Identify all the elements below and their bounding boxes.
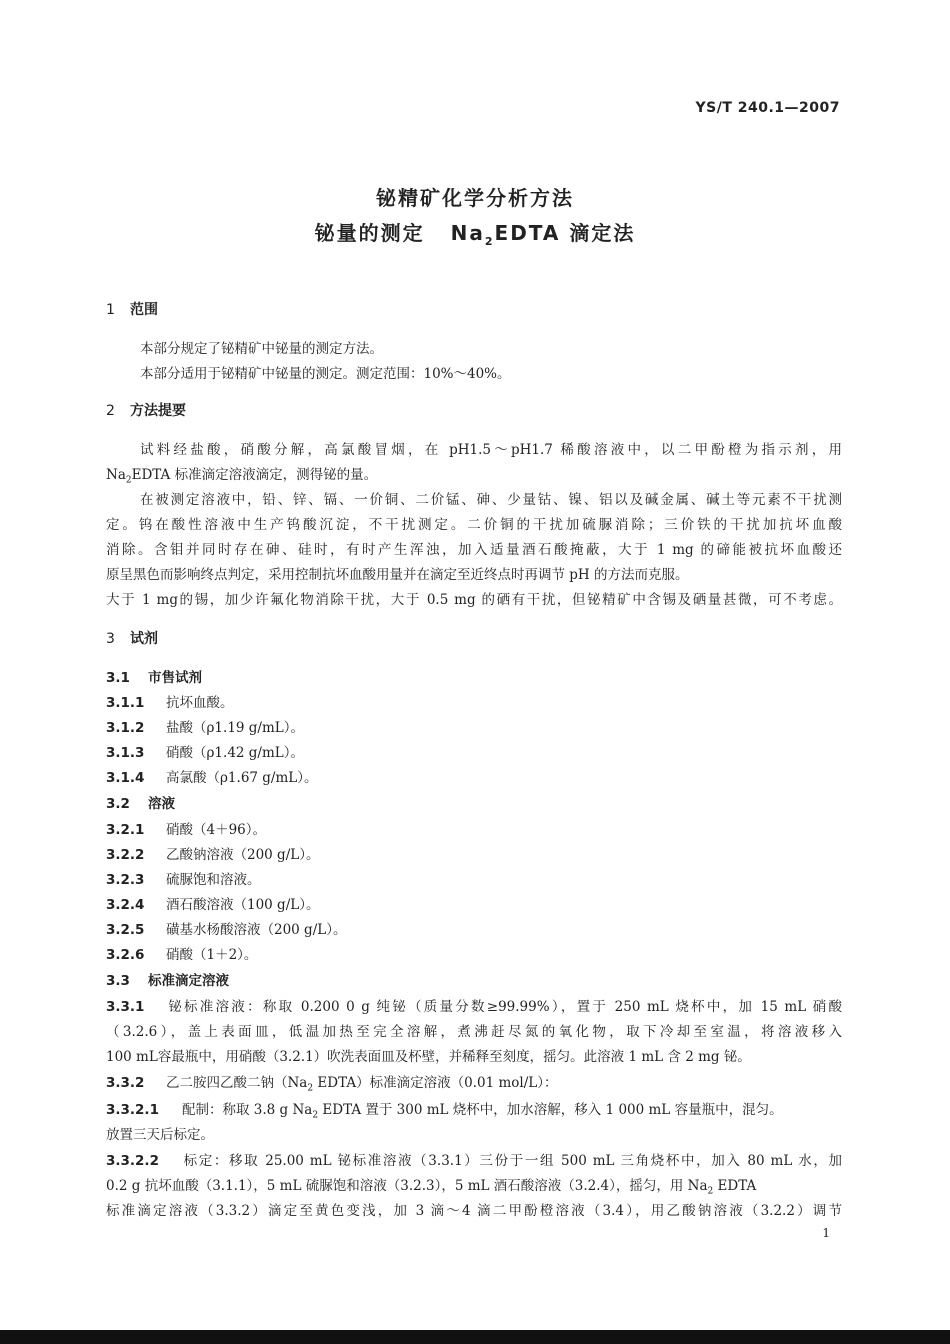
paragraph-line: 标准滴定溶液（3.3.2）滴定至黄色变浅，加 3 滴～4 滴二甲酚橙溶液（3.4），用乙酸钠溶液（3.2.2）调节 <box>106 1203 842 1219</box>
section-heading-2 <box>106 400 186 420</box>
list-item <box>106 1071 557 1094</box>
subsection-heading-3-3 <box>106 969 229 989</box>
item-number: 3.2.3 <box>106 872 145 888</box>
list-item <box>106 918 346 938</box>
paragraph-line: 大于 1 mg的锡，加少许氟化物消除干扰，大于 0.5 mg 的硒有干扰，但铋精矿中含锡及硒量甚微，可不考虑。 <box>106 592 842 608</box>
title-subscript: 2 <box>484 235 495 248</box>
paragraph-line <box>106 1174 756 1197</box>
list-item <box>106 943 257 963</box>
item-number: 3.2.5 <box>106 922 145 938</box>
item-text: EDTA 置于 300 mL 烧杯中，加水溶解，移入 1 000 mL 容量瓶中，混匀。 <box>318 1102 783 1118</box>
item-text: 硝酸（4＋96）。 <box>166 822 267 838</box>
item-text: 硝酸（ρ1.42 g/mL）。 <box>166 745 304 761</box>
item-text: 磺基水杨酸溶液（200 g/L）。 <box>166 922 347 938</box>
item-text: EDTA）标准滴定溶液（0.01 mol/L）： <box>313 1075 558 1091</box>
item-text: 乙酸钠溶液（200 g/L）。 <box>166 847 320 863</box>
page-number: 1 <box>822 1226 830 1240</box>
item-text: 抗坏血酸。 <box>166 695 234 711</box>
section-title: 范围 <box>130 302 158 318</box>
item-text: 硫脲饱和溶液。 <box>166 872 261 888</box>
item-text: 酒石酸溶液（100 g/L）。 <box>166 897 320 913</box>
list-item <box>106 1149 842 1169</box>
item-text: 盐酸（ρ1.19 g/mL）。 <box>166 720 304 736</box>
formula-na: Na <box>106 467 126 483</box>
section-heading-3 <box>106 628 158 648</box>
formula-subscript: 2 <box>707 1186 714 1197</box>
subsection-title: 市售试剂 <box>148 670 202 686</box>
paragraph-line: 原呈黑色而影响终点判定，采用控制抗坏血酸用量并在滴定至近终点时再调节 pH 的方法而克服。 <box>106 567 689 583</box>
paragraph-line: 定。钨在酸性溶液中生产钨酸沉淀，不干扰测定。二价铜的干扰加硫脲消除；三价铁的干扰加抗坏血酸 <box>106 517 842 533</box>
subsection-heading-3-1 <box>106 666 202 686</box>
item-number: 3.2.6 <box>106 947 145 963</box>
list-item <box>106 868 261 888</box>
item-text: 高氯酸（ρ1.67 g/mL）。 <box>166 770 318 786</box>
line-text: EDTA <box>713 1178 757 1194</box>
item-text: 硝酸（1＋2）。 <box>166 947 258 963</box>
paragraph-line: 放置三天后标定。 <box>106 1127 214 1143</box>
list-item <box>106 741 304 761</box>
item-text: 标定：移取 25.00 mL 铋标准溶液（3.3.1）三份于一组 500 mL 三角烧杯中，加入 80 mL 水，加 <box>182 1153 842 1169</box>
list-item <box>106 1098 783 1121</box>
item-number: 3.2.2 <box>106 847 145 863</box>
section-title: 试剂 <box>130 631 158 647</box>
item-number: 3.1.4 <box>106 770 145 786</box>
document-title-line2 <box>0 217 950 248</box>
list-item <box>106 843 319 863</box>
section-number: 2 <box>106 403 115 419</box>
paragraph-line: 本部分适用于铋精矿中铋量的测定。测定范围：10%～40%。 <box>140 366 511 382</box>
list-item <box>106 893 319 913</box>
subsection-heading-3-2 <box>106 792 175 812</box>
item-number: 3.1.1 <box>106 695 145 711</box>
standard-code: YS/T 240.1—2007 <box>695 100 840 116</box>
item-text: 铋标准溶液：称取 0.200 0 g 纯铋（质量分数≥99.99%），置于 250 mL 烧杯中，加 15 mL 硝酸 <box>166 999 842 1015</box>
formula-subscript: 2 <box>312 1110 319 1121</box>
section-number: 1 <box>106 302 115 318</box>
section-heading-1 <box>106 299 158 319</box>
section-number: 3 <box>106 631 115 647</box>
paragraph-line <box>106 463 377 486</box>
document-title-line1: 铋精矿化学分析方法 <box>376 186 574 210</box>
line-text: 0.2 g 抗坏血酸（3.1.1），5 mL 硫脲饱和溶液（3.2.3），5 mL 酒石酸溶液（3.2.4），摇匀，用 Na <box>106 1178 708 1194</box>
paragraph-line: 本部分规定了铋精矿中铋量的测定方法。 <box>140 341 383 357</box>
list-item <box>106 766 318 786</box>
title-subject: 铋量的测定 <box>314 221 425 245</box>
item-number: 3.3.2.1 <box>106 1102 159 1118</box>
section-title: 方法提要 <box>130 403 186 419</box>
list-item <box>106 716 304 736</box>
subsection-number: 3.1 <box>106 670 130 686</box>
subsection-number: 3.2 <box>106 796 130 812</box>
paragraph-line: （3.2.6），盖上表面皿，低温加热至完全溶解，煮沸赶尽氮的氧化物，取下冷却至室温，将溶液移入 <box>106 1024 842 1040</box>
item-number: 3.1.2 <box>106 720 145 736</box>
title-na: Na <box>450 221 485 245</box>
item-number: 3.3.2.2 <box>106 1153 159 1169</box>
paragraph-line: 在被测定溶液中，铅、锌、镉、一价铜、二价锰、砷、少量钴、镍、铝以及碱金属、碱土等元素不干扰测 <box>140 492 842 508</box>
bottom-border <box>0 1330 950 1344</box>
title-method: EDTA 滴定法 <box>494 221 636 245</box>
item-text: 配制：称取 3.8 g Na <box>182 1102 313 1118</box>
subsection-title: 溶液 <box>148 796 175 812</box>
list-item <box>106 691 234 711</box>
subsection-number: 3.3 <box>106 973 130 989</box>
item-number: 3.1.3 <box>106 745 145 761</box>
item-number: 3.2.1 <box>106 822 145 838</box>
formula-subscript: 2 <box>307 1083 314 1094</box>
list-item <box>106 818 266 838</box>
item-text: 乙二胺四乙酸二钠（Na <box>166 1075 308 1091</box>
subsection-title: 标准滴定溶液 <box>148 973 229 989</box>
paragraph-line: 100 mL容最瓶中，用硝酸（3.2.1）吹洗表面皿及杯壁，并稀释至刻度，摇匀。此溶液 1 mL 含 2 mg 铋。 <box>106 1049 751 1065</box>
formula-subscript: 2 <box>125 475 132 486</box>
list-item <box>106 995 842 1015</box>
line-text: EDTA 标准滴定溶液滴定，测得铋的量。 <box>131 467 378 483</box>
paragraph-line: 试料经盐酸，硝酸分解，高氯酸冒烟，在 pH1.5～pH1.7 稀酸溶液中，以二甲酚橙为指示剂，用 <box>140 442 842 458</box>
item-number: 3.2.4 <box>106 897 145 913</box>
item-number: 3.3.2 <box>106 1075 145 1091</box>
item-number: 3.3.1 <box>106 999 145 1015</box>
paragraph-line: 消除。含钼并同时存在砷、硅时，有时产生浑浊，加入适量酒石酸掩蔽，大于 1 mg 的碲能被抗坏血酸还 <box>106 542 842 558</box>
